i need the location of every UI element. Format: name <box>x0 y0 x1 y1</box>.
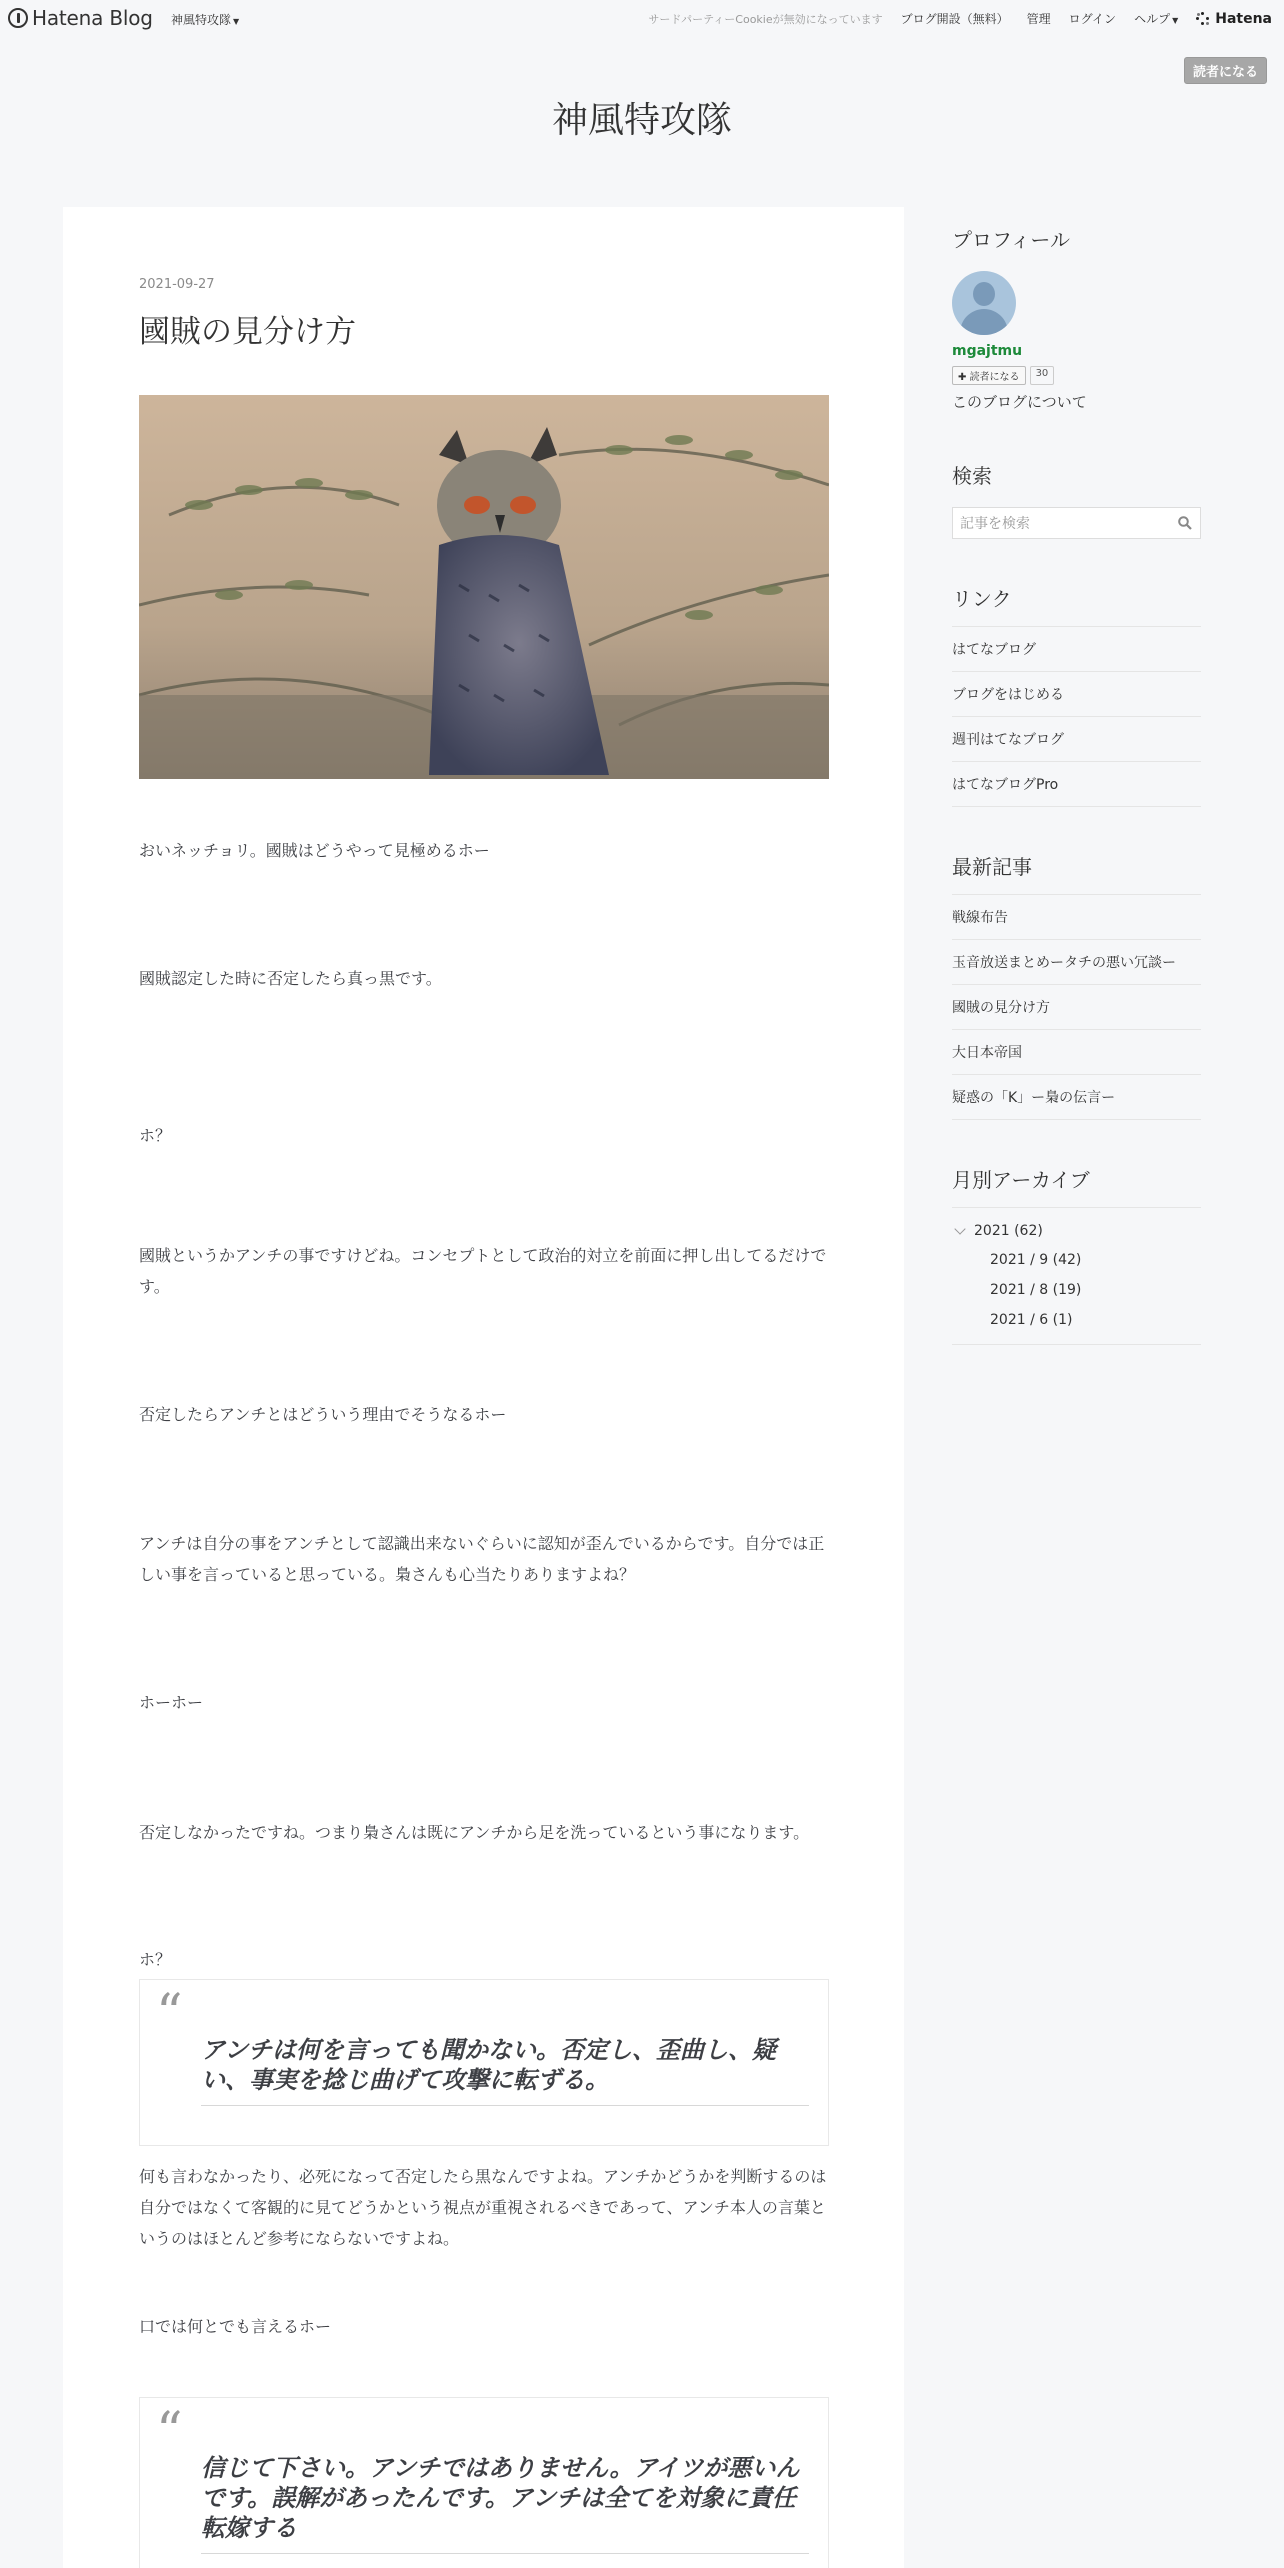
recent-title: 最新記事 <box>952 855 1032 879</box>
main-content <box>63 207 904 2568</box>
recent-entry[interactable]: 大日本帝国 <box>952 1030 1201 1075</box>
avatar[interactable] <box>952 271 1016 335</box>
hatena-menu[interactable] <box>1196 11 1272 27</box>
links-module <box>952 583 1201 807</box>
archive-month[interactable]: 2021 / 9 (42) <box>990 1252 1082 1268</box>
subscribe-button[interactable]: 読者になる <box>1184 57 1267 84</box>
hatena-blog-logo-icon <box>8 8 28 28</box>
paragraph: ホ？ <box>139 1950 172 1969</box>
link-item[interactable]: 週刊はてなブログ <box>952 717 1201 762</box>
recent-entries-module <box>952 851 1201 1120</box>
hatena-blog-logo[interactable] <box>8 6 153 30</box>
article-date[interactable]: 2021-09-27 <box>139 277 215 292</box>
article-title[interactable]: 國賊の見分け方 <box>139 314 356 350</box>
links-title: リンク <box>952 587 1012 611</box>
archive-month[interactable]: 2021 / 6 (1) <box>990 1312 1073 1328</box>
sidebar-subscribe-button[interactable] <box>952 366 1026 385</box>
blog-title[interactable]: 神風特攻隊 <box>551 100 732 141</box>
subscriber-count[interactable]: 30 <box>1030 366 1055 385</box>
profile-id-link[interactable]: mgajtmu <box>952 343 1023 359</box>
paragraph: 口では何とでも言えるホー <box>139 2317 332 2336</box>
help-label: ヘルプ <box>1134 12 1171 26</box>
avatar-body <box>960 309 1008 335</box>
caret-down-icon: ▼ <box>1172 16 1179 25</box>
paragraph: 否定しなかったですね。つまり梟さんは既にアンチから足を洗っているという事になります。 <box>139 1823 810 1842</box>
plus-icon: ✚ <box>958 372 970 383</box>
paragraph: ホ？ <box>139 1126 172 1145</box>
sidebar <box>952 224 1201 1345</box>
global-header <box>0 0 1284 37</box>
link-item[interactable]: はてなブログPro <box>952 762 1201 807</box>
search-module <box>952 460 1201 539</box>
recent-entry[interactable]: 疑惑の「K」ー梟の伝言ー <box>952 1075 1201 1120</box>
paragraph: 國賊というかアンチの事ですけどね。コンセプトとして政治的対立を前面に押し出してるだけです。 <box>139 1246 827 1296</box>
about-blog-link[interactable]: このブログについて <box>952 393 1087 411</box>
quote-mark-icon: “ <box>156 2402 183 2462</box>
profile-title: プロフィール <box>952 228 1070 252</box>
hatena-label: Hatena <box>1215 10 1272 27</box>
owl-image <box>139 395 829 779</box>
blog-menu-label: 神風特攻隊 <box>171 13 232 27</box>
caret-down-icon: ▼ <box>233 17 240 26</box>
search-icon[interactable] <box>1178 516 1192 530</box>
quote-mark-icon: “ <box>156 1984 183 2044</box>
archive-module <box>952 1164 1201 1345</box>
owl-illustration <box>139 395 829 779</box>
chevron-down-icon[interactable] <box>954 1223 965 1234</box>
link-item[interactable]: はてなブログ <box>952 627 1201 672</box>
cookie-notice[interactable]: サードパーティーCookieが無効になっています <box>648 12 883 26</box>
paragraph: 國賊認定した時に否定したら真っ黒です。 <box>139 969 442 988</box>
article <box>139 277 829 2542</box>
archive-month[interactable]: 2021 / 8 (19) <box>990 1282 1082 1298</box>
open-blog-link[interactable]: ブログ開設（無料） <box>900 12 1009 26</box>
profile-module <box>952 224 1201 412</box>
sidebar-subscribe-label: 読者になる <box>969 372 1020 383</box>
link-item[interactable]: ブログをはじめる <box>952 672 1201 717</box>
archive-year-label: 2021 (62) <box>974 1223 1043 1239</box>
blog-menu[interactable] <box>171 11 239 28</box>
paragraph: 何も言わなかったり、必死になって否定したら黒なんですよね。アンチかどうかを判断するのは自分ではなくて客観的に見てどうかという視点が重視されるべきであって、アンチ本人の言葉というのはほとんど参考にならないですよね。 <box>139 2167 827 2248</box>
quote-text: 信じて下さい。アンチではありません。アイツが悪いんです。誤解があったんです。アンチは全てを対象に責任転嫁する <box>201 2453 809 2554</box>
blockquote <box>139 2397 829 2568</box>
logo-text: Hatena Blog <box>32 6 153 30</box>
quote-text: アンチは何を言っても聞かない。否定し、歪曲し、疑い、事実を捻じ曲げて攻撃に転ずる。 <box>201 2035 809 2106</box>
recent-entry[interactable]: 戦線布告 <box>952 895 1201 940</box>
archive-title: 月別アーカイブ <box>952 1168 1090 1192</box>
help-menu[interactable] <box>1134 10 1178 27</box>
search-title: 検索 <box>952 464 992 488</box>
blockquote <box>139 1979 829 2146</box>
paragraph: おいネッチョリ。國賊はどうやって見極めるホー <box>139 841 490 860</box>
login-link[interactable]: ログイン <box>1068 12 1117 26</box>
avatar-head <box>973 282 995 306</box>
paragraph: 否定したらアンチとはどういう理由でそうなるホー <box>139 1405 507 1424</box>
paragraph: アンチは自分の事をアンチとして認識出来ないぐらいに認知が歪んでいるからです。自分では正しい事を言っていると思っている。梟さんも心当たりありますよね？ <box>139 1534 825 1584</box>
recent-entry[interactable]: 玉音放送まとめータチの悪い冗談ー <box>952 940 1201 985</box>
paragraph: ホーホー <box>139 1693 204 1712</box>
search-placeholder: 記事を検索 <box>960 516 1030 532</box>
recent-entry[interactable]: 國賊の見分け方 <box>952 985 1201 1030</box>
archive-year[interactable] <box>952 1222 1201 1240</box>
admin-link[interactable]: 管理 <box>1026 12 1051 26</box>
hatena-dots-icon <box>1196 12 1210 26</box>
search-input[interactable] <box>952 507 1201 539</box>
